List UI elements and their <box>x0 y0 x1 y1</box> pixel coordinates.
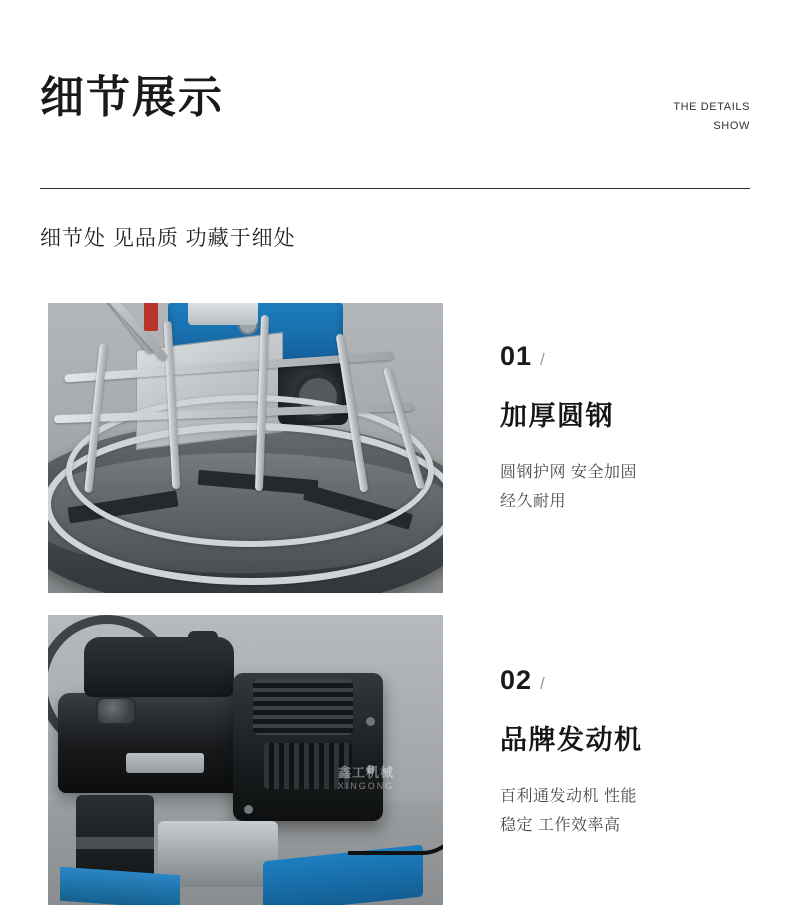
machine-handle <box>188 303 258 325</box>
cooling-fins <box>253 679 353 735</box>
feature-number-row-02 <box>500 667 750 694</box>
feature-text-02 <box>500 667 750 841</box>
english-line-1: THE DETAILS <box>673 101 750 113</box>
feature-description-01 <box>500 458 750 517</box>
feature-title: 品牌发动机 <box>500 725 643 755</box>
feature-number-separator: / <box>540 350 545 369</box>
header-divider <box>40 188 750 189</box>
watermark-text: 鑫工机械 <box>337 765 394 780</box>
bolt-icon <box>366 717 375 726</box>
feature-image-02 <box>48 615 443 905</box>
title-row <box>0 0 790 132</box>
feature-number: 01 <box>500 341 533 371</box>
english-line-2: SHOW <box>713 119 750 132</box>
engine-grill <box>264 743 352 789</box>
page-title: 细节展示 <box>40 73 224 122</box>
page-header <box>0 0 790 250</box>
feature-text-01 <box>500 343 750 517</box>
feature-number-separator: / <box>540 674 545 693</box>
power-trowel-steel-guard-ring-photo <box>48 303 443 593</box>
feature-number-row-01 <box>500 343 750 370</box>
throttle-cable <box>348 791 443 855</box>
feature-desc-line: 百利通发动机 性能 <box>500 787 637 805</box>
feature-desc-line: 经久耐用 <box>500 493 567 511</box>
engine-brand-logo <box>126 753 204 773</box>
feature-image-01 <box>48 303 443 593</box>
red-accent-part <box>144 303 158 331</box>
feature-title: 加厚圆钢 <box>500 401 614 431</box>
feature-desc-line: 稳定 工作效率高 <box>500 817 621 835</box>
oil-fill-cap <box>96 697 136 725</box>
watermark-subtext: XINGONG <box>337 781 395 792</box>
fuel-cap <box>188 631 218 649</box>
branded-gasoline-engine-photo <box>48 615 443 905</box>
feature-desc-line: 圆钢护网 安全加固 <box>500 463 637 481</box>
feature-description-02 <box>500 782 750 841</box>
feature-number: 02 <box>500 665 533 695</box>
english-subtitle-block <box>673 98 750 135</box>
page-subtitle: 细节处 见品质 功藏于细处 <box>40 227 296 250</box>
bolt-icon <box>366 765 375 774</box>
cylinder-ring <box>76 837 154 849</box>
bolt-icon <box>244 805 253 814</box>
